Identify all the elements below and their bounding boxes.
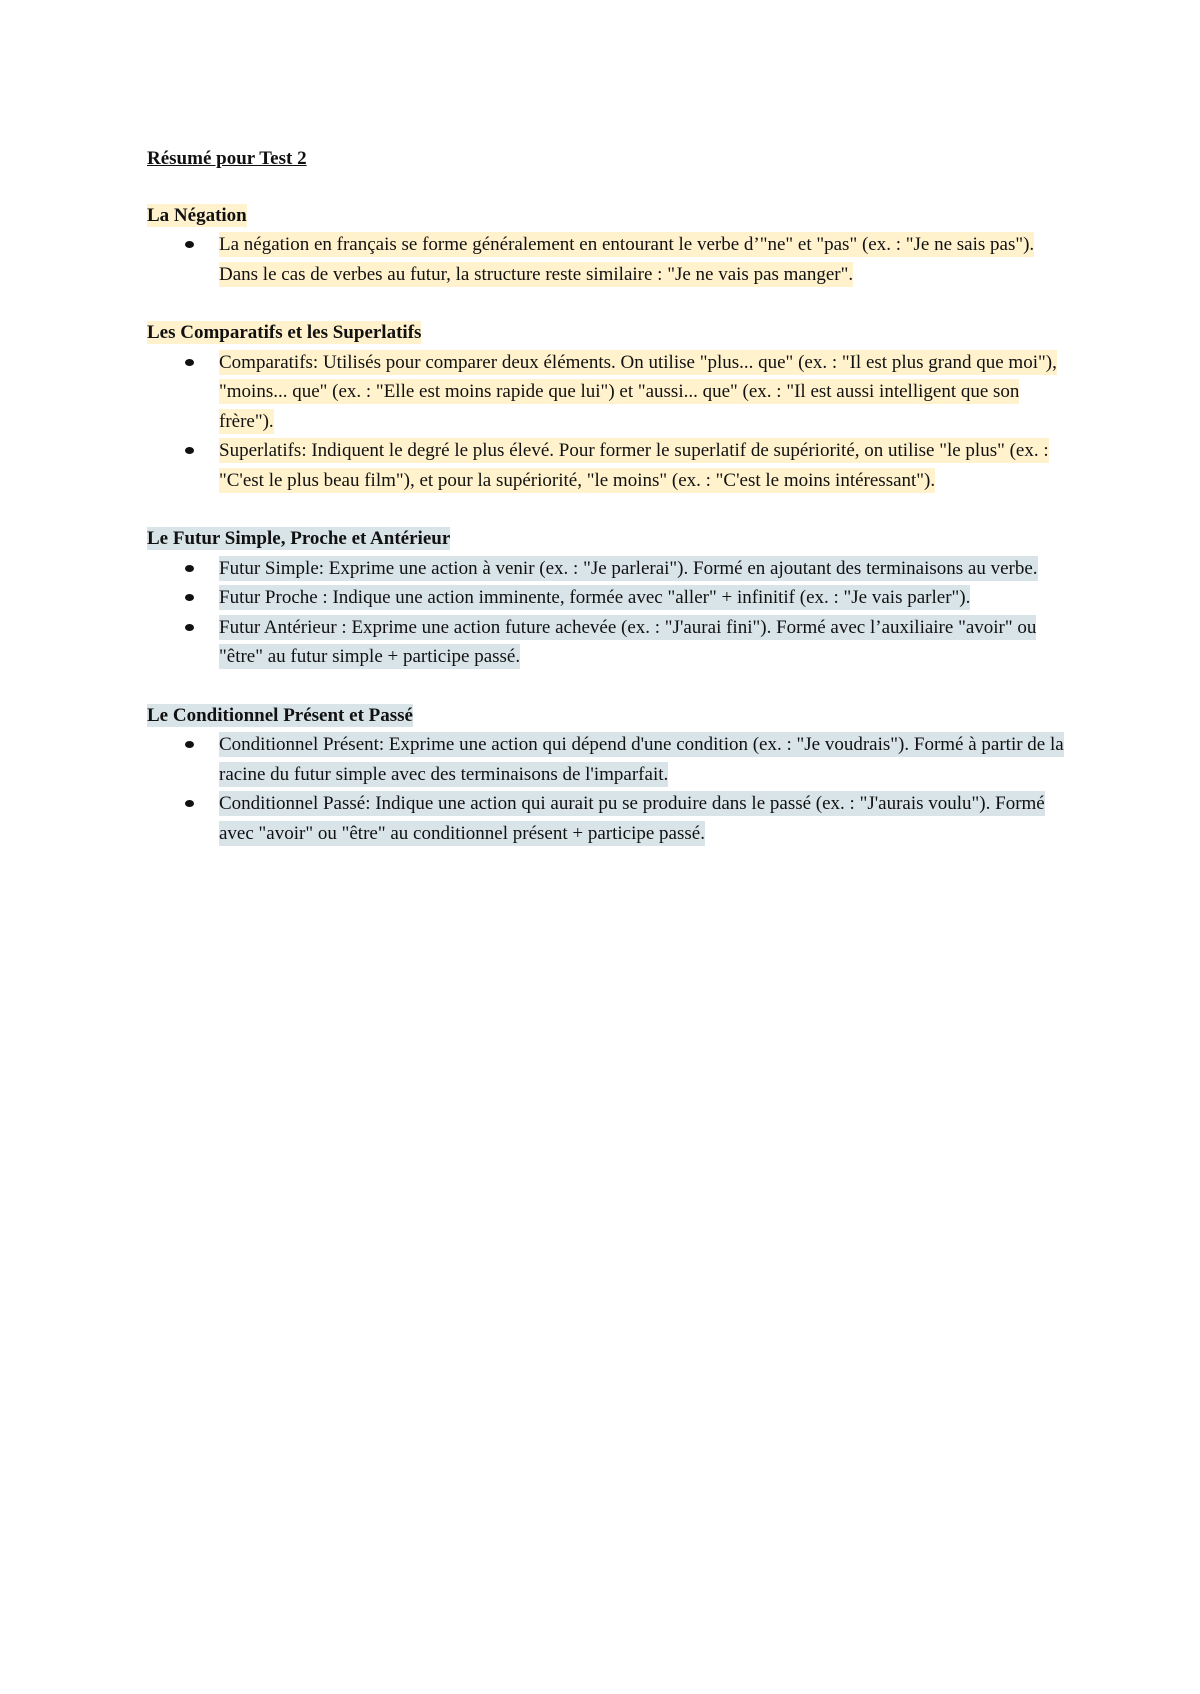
list-item [147,230,1067,289]
section-heading-text: La Négation [147,204,247,226]
list-item-text: Conditionnel Passé: Indique une action qui aurait pu se produire dans le passé (ex. : "J'aurais voulu"). Formé avec "avoir" ou "être" au conditionnel présent + participe passé. [219,793,1045,844]
list-item-text: Conditionnel Présent: Exprime une action qui dépend d'une condition (ex. : "Je voudrais"). Formé à partir de la racine du futur simple avec des terminaisons de l'imparfait. [219,734,1064,785]
list-item [147,348,1067,437]
section-heading [147,318,1067,348]
list-item-text: Comparatifs: Utilisés pour comparer deux éléments. On utilise "plus... que" (ex. : "Il est plus grand que moi"), "moins... que" (ex. : "Elle est moins rapide que lui") et "aussi... que" (ex. : "Il est aussi intelligent que son frère"). [219,351,1057,432]
bullet-icon [185,565,194,572]
section-futur [147,524,1067,672]
list-item [147,554,1067,584]
bullet-list [147,554,1067,672]
section-heading [147,701,1067,731]
bullet-icon [185,594,194,601]
bullet-list [147,348,1067,496]
list-item-text: La négation en français se forme généralement en entourant le verbe d’"ne" et "pas" (ex. : "Je ne sais pas"). Dans le cas de verbes au futur, la structure reste similaire : "Je ne vais pas manger". [219,234,1035,285]
section-heading-text: Les Comparatifs et les Superlatifs [147,322,422,343]
list-item-text: Futur Antérieur : Exprime une action future achevée (ex. : "J'aurai fini"). Formé avec l’auxiliaire "avoir" ou "être" au futur simple + participe passé. [219,616,1037,667]
list-item-text: Futur Proche : Indique une action imminente, formée avec "aller" + infinitif (ex. : "Je vais parler"). [219,587,971,608]
list-item [147,436,1067,495]
bullet-icon [185,741,194,748]
section-comparatifs [147,318,1067,495]
bullet-icon [185,241,194,248]
section-heading [147,201,1067,231]
list-item [147,730,1067,789]
section-negation [147,201,1067,290]
bullet-icon [185,624,194,631]
list-item [147,613,1067,672]
list-item [147,583,1067,613]
section-heading-text: Le Conditionnel Présent et Passé [147,704,413,726]
bullet-icon [185,359,194,366]
section-heading-text: Le Futur Simple, Proche et Antérieur [147,528,451,549]
bullet-icon [185,800,194,807]
bullet-list [147,230,1067,289]
bullet-icon [185,447,194,454]
list-item-text: Superlatifs: Indiquent le degré le plus élevé. Pour former le superlatif de supériorité, on utilise "le plus" (ex. : "C'est le plus beau film"), et pour la supériorité, "le moins" (ex. : "C'est le moins intéressant"). [219,440,1049,491]
list-item-text: Futur Simple: Exprime une action à venir (ex. : "Je parlerai"). Formé en ajoutant des terminaisons au verbe. [219,557,1038,579]
list-item [147,789,1067,848]
document-title: Résumé pour Test 2 [147,148,307,169]
document-body [147,144,1067,877]
section-conditionnel [147,701,1067,849]
section-heading [147,524,1067,554]
bullet-list [147,730,1067,848]
